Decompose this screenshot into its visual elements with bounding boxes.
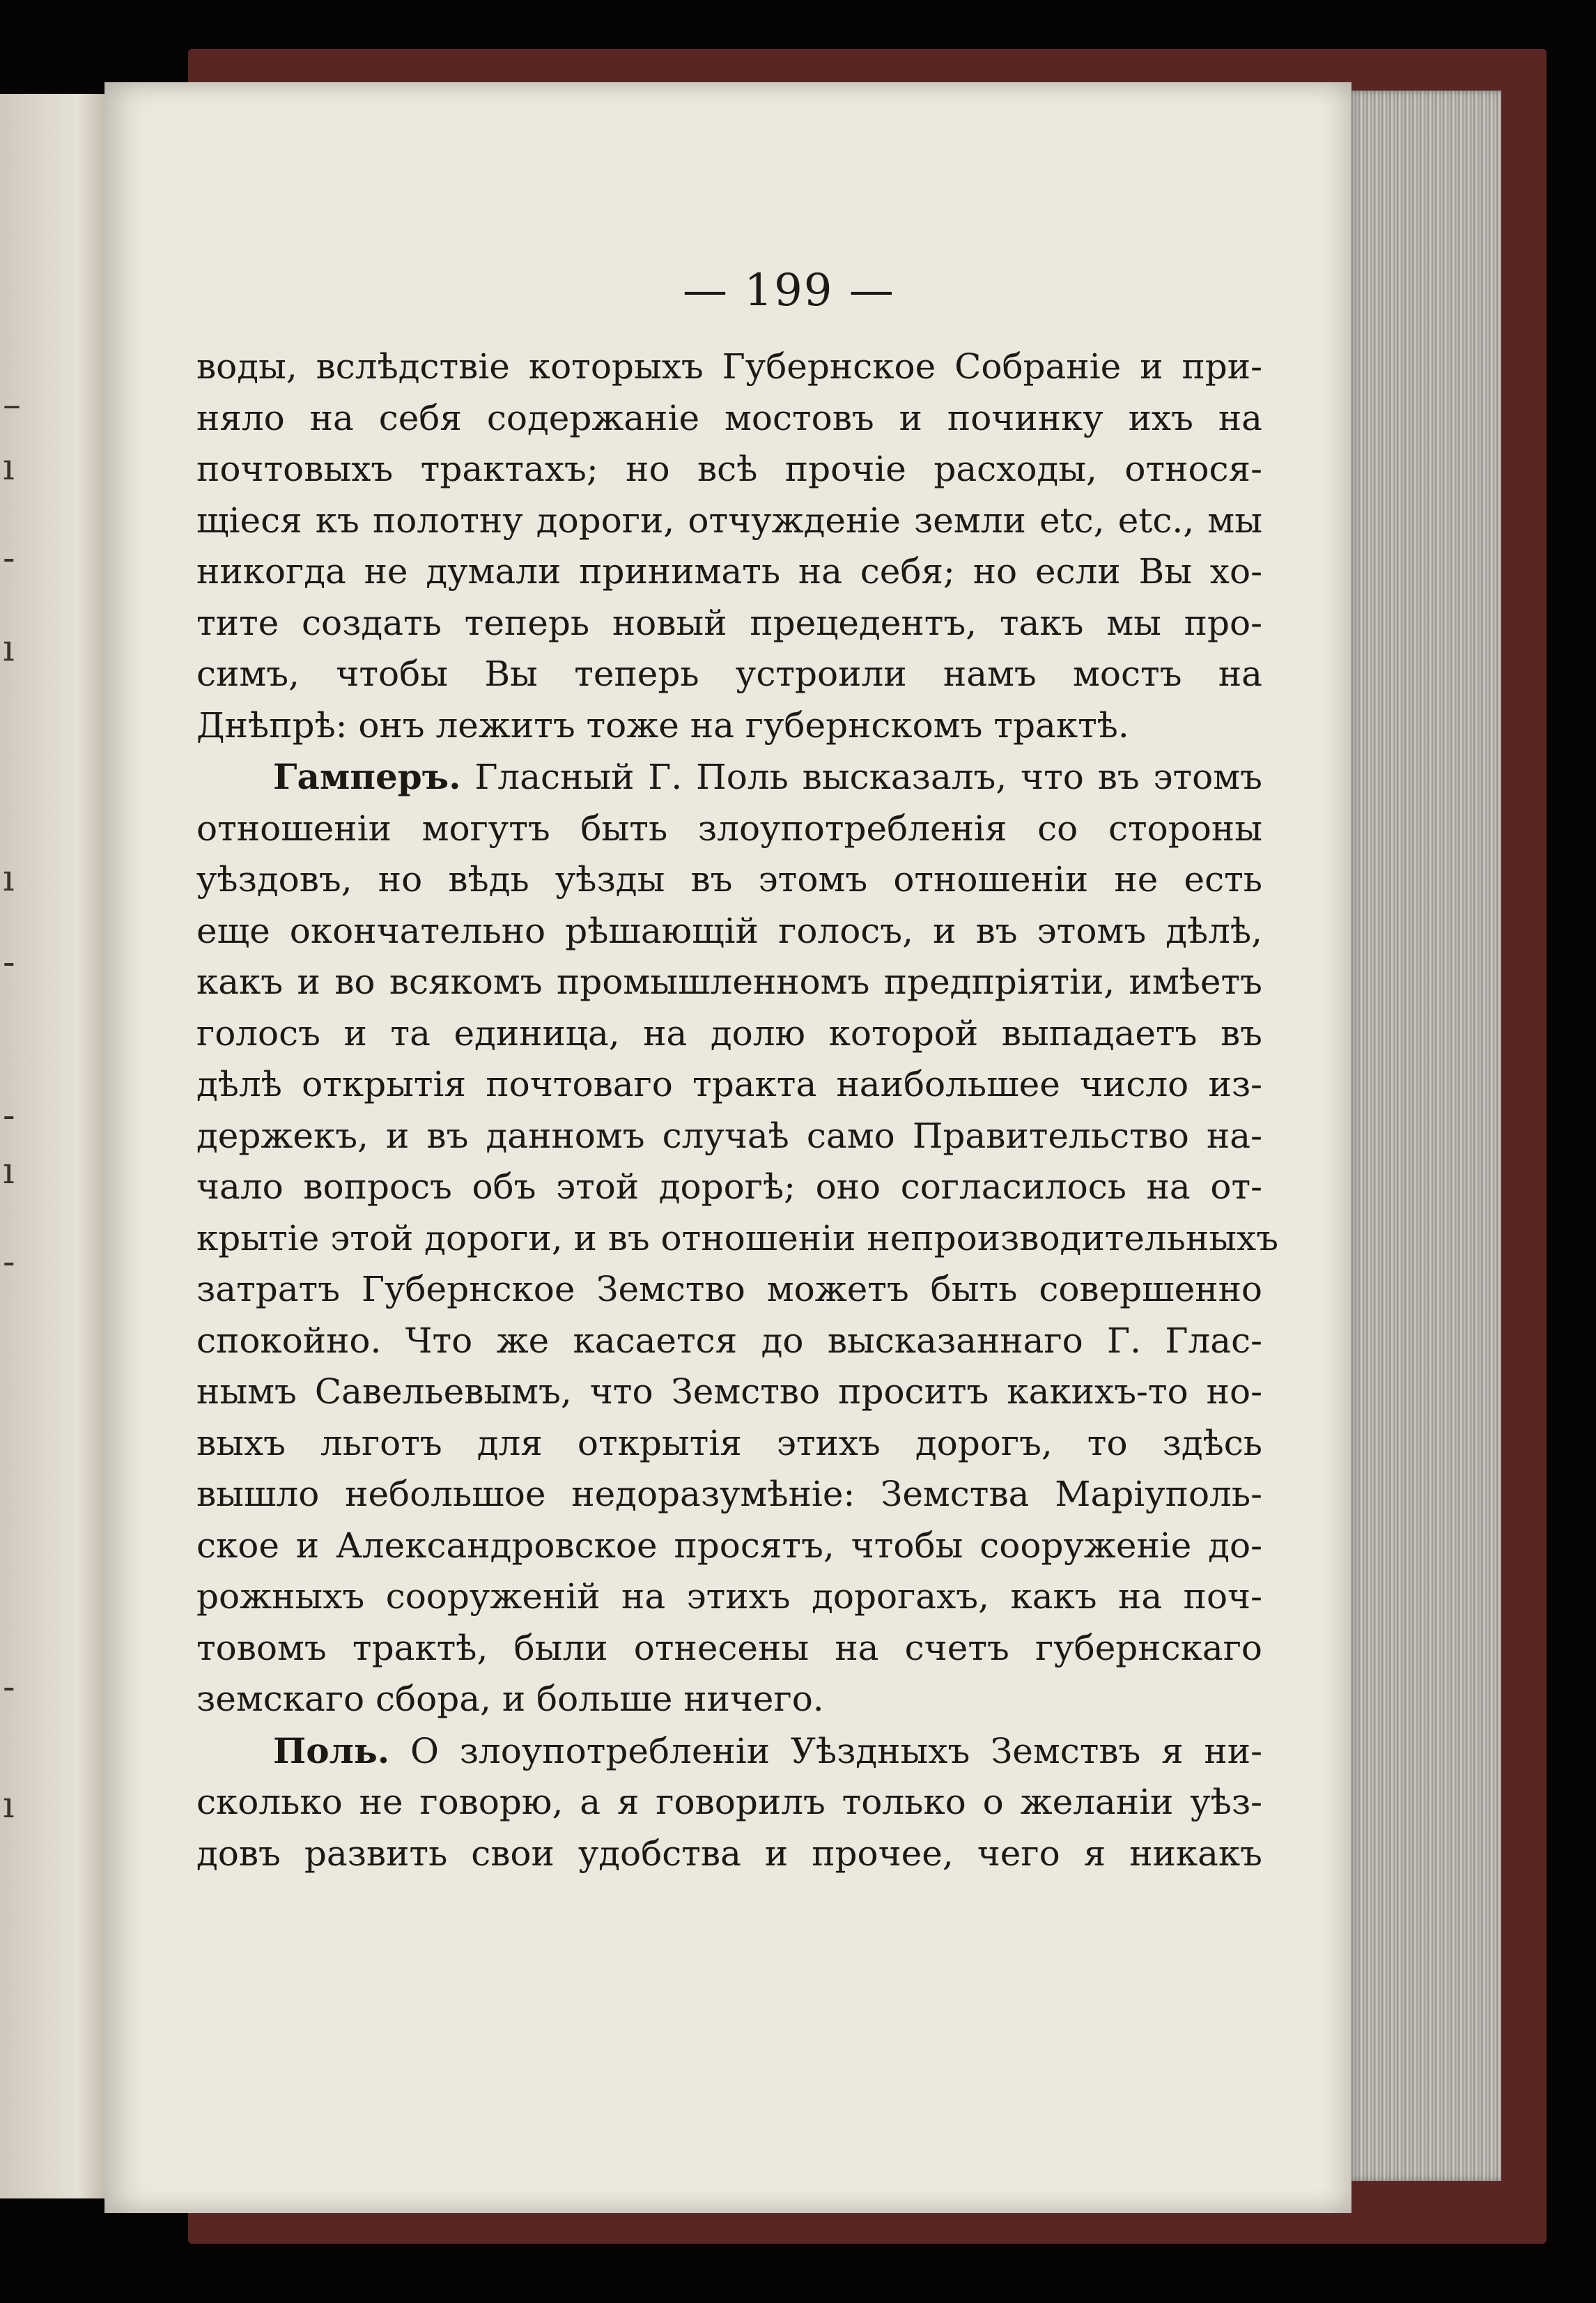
text-line: дѣлѣ открытія почтоваго тракта наибольшее число из- xyxy=(196,1064,1262,1104)
left-page-fragment: ı xyxy=(3,628,15,670)
text-line: товомъ трактѣ, были отнесены на счетъ губернскаго xyxy=(196,1627,1262,1668)
page-number: — 199 — xyxy=(683,265,895,316)
text-line: спокойно. Что же касается до высказаннаго Г. Глас- xyxy=(196,1320,1262,1361)
text-line: уѣздовъ, но вѣдь уѣзды въ этомъ отношеніи не есть xyxy=(196,859,1262,900)
text-line: довъ развить свои удобства и прочее, чего я никакъ xyxy=(196,1833,1262,1874)
text-line: няло на себя содержаніе мостовъ и починку ихъ на xyxy=(196,397,1262,438)
text-line: почтовыхъ трактахъ; но всѣ прочіе расходы, относя- xyxy=(196,449,1262,489)
paragraph xyxy=(196,1725,1262,1880)
text-line: Днѣпрѣ: онъ лежитъ тоже на губернскомъ трактѣ. xyxy=(196,704,1129,746)
text-line: вышло небольшое недоразумѣніе: Земства Маріуполь- xyxy=(196,1474,1262,1514)
left-page-edge xyxy=(0,94,110,2198)
text-line: голосъ и та единица, на долю которой выпадаетъ въ xyxy=(196,1012,1262,1054)
text-line: щіеся къ полотну дороги, отчужденіе земли etc, etc., мы xyxy=(196,500,1262,541)
left-page-fragment: - xyxy=(3,1241,15,1283)
text-line xyxy=(196,751,1262,803)
text-line-content: О злоупотребленіи Уѣздныхъ Земствъ я ни- xyxy=(410,1730,1262,1771)
left-page-fragment: ı xyxy=(3,1785,15,1826)
text-line: затратъ Губернское Земство можетъ быть совершенно xyxy=(196,1269,1262,1309)
left-page-fragment: - xyxy=(3,1095,15,1137)
text-block xyxy=(196,341,1279,1879)
text-line: земскаго сбора, и больше ничего. xyxy=(196,1679,824,1719)
text-line: держекъ, и въ данномъ случаѣ само Правительство на- xyxy=(196,1115,1262,1156)
text-line: сколько не говорю, а я говорилъ только о желаніи уѣз- xyxy=(196,1782,1262,1822)
text-line: выхъ льготъ для открытія этихъ дорогъ, то здѣсь xyxy=(196,1422,1262,1463)
text-line: крытіе этой дороги, и въ отношеніи непроизводительныхъ xyxy=(196,1217,1279,1258)
text-line: еще окончательно рѣшающій голосъ, и въ этомъ дѣлѣ, xyxy=(196,910,1262,951)
left-page-fragment: ı xyxy=(3,447,15,488)
text-line xyxy=(196,1725,1262,1778)
paragraph xyxy=(196,751,1279,1725)
left-page-fragment: - xyxy=(3,1666,15,1708)
left-page-fragment: – xyxy=(3,384,21,426)
page-edges xyxy=(1348,91,1501,2181)
speaker-name: Гамперъ. xyxy=(273,756,461,797)
speaker-name: Поль. xyxy=(273,1730,390,1771)
left-page-fragment: ı xyxy=(3,858,15,900)
text-line-content: Гласный Г. Поль высказалъ, что въ этомъ xyxy=(474,757,1262,797)
text-line: ское и Александровское просятъ, чтобы сооруженіе до- xyxy=(196,1525,1262,1566)
book-page xyxy=(104,82,1351,2213)
left-page-fragment: - xyxy=(3,941,15,983)
text-line: воды, вслѣдствіе которыхъ Губернское Собраніе и при- xyxy=(196,346,1262,387)
text-line: симъ, чтобы Вы теперь устроили намъ мостъ на xyxy=(196,654,1262,694)
text-line: нымъ Савельевымъ, что Земство проситъ какихъ-то но- xyxy=(196,1371,1262,1412)
text-line: никогда не думали принимать на себя; но если Вы хо- xyxy=(196,551,1262,592)
left-page-fragment: - xyxy=(3,537,15,579)
text-line: чало вопросъ объ этой дорогѣ; оно согласилось на от- xyxy=(196,1166,1262,1207)
text-line: рожныхъ сооруженій на этихъ дорогахъ, какъ на поч- xyxy=(196,1576,1262,1617)
text-line: тите создать теперь новый прецедентъ, такъ мы про- xyxy=(196,602,1262,643)
left-page-fragment: ı xyxy=(3,1150,15,1192)
paragraph xyxy=(196,341,1262,751)
text-line: отношеніи могутъ быть злоупотребленія со стороны xyxy=(196,808,1262,849)
text-line: какъ и во всякомъ промышленномъ предпріятіи, имѣетъ xyxy=(196,962,1262,1002)
